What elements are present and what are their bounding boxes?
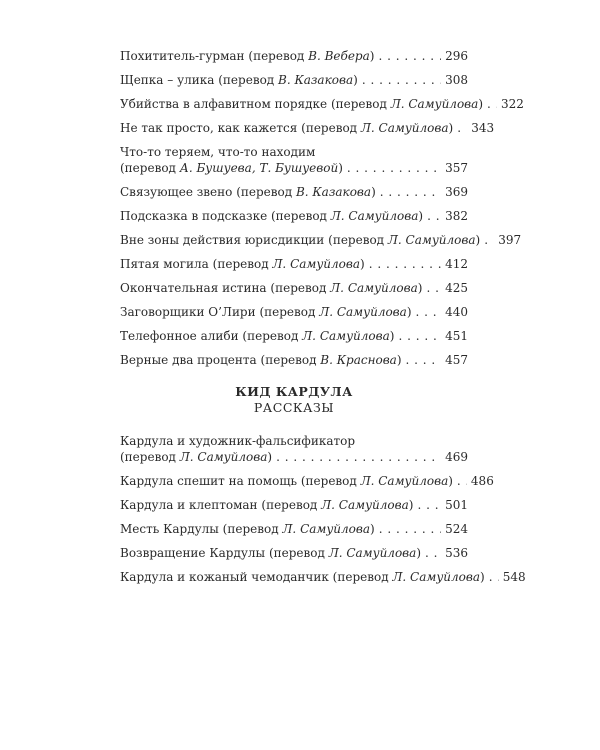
- toc-entry: Убийства в алфавитном порядке (перевод Л. Самуйлова) . . . 322: [120, 96, 468, 112]
- translator: В. Вебера: [308, 49, 370, 63]
- toc-entry: Кардула и клептоман (перевод Л. Самуйлова) . . . 501: [120, 497, 468, 513]
- entry-title: Кардула и художник-фальсификатор: [120, 434, 356, 448]
- entry-title: Связующее звено: [120, 185, 233, 199]
- entry-title: Не так просто, как кажется: [120, 121, 298, 135]
- toc-entry: Что-то теряем, что-то находим (перевод А. Бушуева, Т. Бушуевой) . . . 357: [120, 144, 468, 176]
- toc-entry: Похититель-гурман (перевод В. Вебера) . . . 296: [120, 48, 468, 64]
- leader-dots: [425, 545, 441, 561]
- translator: В. Краснова: [320, 353, 397, 367]
- entry-title: Кардула спешит на помощь: [120, 474, 298, 488]
- entry-title: Вне зоны действия юрисдикции: [120, 233, 325, 247]
- entry-title: Кардула и кожаный чемоданчик: [120, 570, 329, 584]
- table-of-contents: [120, 48, 526, 593]
- page-number: 440: [445, 305, 468, 319]
- leader-dots: [398, 328, 441, 344]
- toc-entry: Телефонное алиби (перевод Л. Самуйлова) . . . 451: [120, 328, 468, 344]
- toc-entry: Не так просто, как кажется (перевод Л. Самуйлова) . . . 343: [120, 120, 468, 136]
- page-number: 296: [445, 49, 468, 63]
- leader-dots: [369, 256, 441, 272]
- translator: Л. Самуйлова: [328, 546, 417, 560]
- page-number: 536: [445, 546, 468, 560]
- toc-entry: Верные два процента (перевод В. Краснова) . . . 457: [120, 352, 468, 368]
- page-number: 501: [445, 498, 468, 512]
- page-number: 548: [502, 570, 526, 584]
- translator: Л. Самуйлова: [392, 570, 481, 584]
- leader-dots: [378, 48, 441, 64]
- translator: Л. Самуйлова: [360, 474, 449, 488]
- leader-dots: [426, 280, 441, 296]
- page-number: 524: [445, 522, 468, 536]
- page-number: 451: [445, 329, 468, 343]
- page-number: 343: [471, 121, 495, 135]
- page-number: 322: [501, 97, 524, 111]
- page-number: 308: [445, 73, 468, 87]
- entry-title: Убийства в алфавитном порядке: [120, 97, 328, 111]
- leader-dots: [417, 497, 441, 513]
- page-number: 412: [445, 257, 468, 271]
- leader-dots: [484, 232, 494, 248]
- page-number: 397: [498, 233, 522, 247]
- leader-dots: [427, 208, 441, 224]
- entry-title: Заговорщики О’Лири: [120, 305, 256, 319]
- entry-title: Похититель-гурман: [120, 49, 245, 63]
- section-subtitle: РАССКАЗЫ: [253, 400, 335, 415]
- translator: Л. Самуйлова: [330, 281, 418, 295]
- translator: Л. Самуйлова: [272, 257, 361, 271]
- toc-entry: Связующее звено (перевод В. Казакова) . . . 369: [120, 184, 468, 200]
- translator: Л. Самуйлова: [390, 97, 479, 111]
- entry-title: Телефонное алиби: [120, 329, 239, 343]
- translator: В. Казакова: [295, 185, 372, 199]
- page-number: 486: [470, 474, 494, 488]
- leader-dots: [362, 72, 441, 88]
- page-number: 425: [445, 281, 468, 295]
- translator: Л. Самуйлова: [302, 329, 390, 343]
- entry-title: Верные два процента: [120, 353, 257, 367]
- entry-title: Кардула и клептоман: [120, 498, 258, 512]
- toc-entry: Заговорщики О’Лири (перевод Л. Самуйлова) . . . 440: [120, 304, 468, 320]
- translator: Л. Самуйлова: [387, 233, 476, 247]
- entry-title: Что-то теряем, что-то находим: [120, 145, 316, 159]
- entry-title: Окончательная истина: [120, 281, 267, 295]
- toc-entry: Подсказка в подсказке (перевод Л. Самуйлова) . . . 382: [120, 208, 468, 224]
- page-number: 457: [445, 353, 468, 367]
- toc-entry: Возвращение Кардулы (перевод Л. Самуйлова) . . . 536: [120, 545, 468, 561]
- leader-dots: [457, 120, 467, 136]
- leader-dots: [276, 449, 441, 465]
- entry-title: Подсказка в подсказке: [120, 209, 268, 223]
- translator: Л. Самуйлова: [179, 450, 268, 464]
- page-number: 382: [445, 209, 468, 223]
- leader-dots: [416, 304, 442, 320]
- section-toc-list: [120, 433, 526, 585]
- translator: Л. Самуйлова: [321, 498, 409, 512]
- leader-dots: [406, 352, 442, 368]
- entry-title: Щепка – улика: [120, 73, 215, 87]
- leader-dots: [487, 96, 497, 112]
- toc-list: [120, 48, 524, 368]
- translator: Л. Самуйлова: [282, 522, 371, 536]
- translator: Л. Самуйлова: [330, 209, 419, 223]
- toc-entry: Щепка – улика (перевод В. Казакова) . . . 308: [120, 72, 468, 88]
- page-number: 357: [445, 161, 468, 175]
- toc-entry: Месть Кардулы (перевод Л. Самуйлова) . . . 524: [120, 521, 468, 537]
- leader-dots: [489, 569, 499, 585]
- leader-dots: [457, 473, 467, 489]
- toc-entry: Пятая могила (перевод Л. Самуйлова) . . . 412: [120, 256, 468, 272]
- toc-entry: Кардула и художник-фальсификатор (перевод Л. Самуйлова) . . . 469: [120, 433, 468, 465]
- toc-entry: Вне зоны действия юрисдикции (перевод Л. Самуйлова) . . . 397: [120, 232, 468, 248]
- entry-title: Месть Кардулы: [120, 522, 219, 536]
- entry-title: Пятая могила: [120, 257, 209, 271]
- translator: А. Бушуева, Т. Бушуевой: [179, 161, 339, 175]
- toc-entry: Кардула и кожаный чемоданчик (перевод Л. Самуйлова) . . . 548: [120, 569, 468, 585]
- translator: Л. Самуйлова: [360, 121, 449, 135]
- toc-entry: Окончательная истина (перевод Л. Самуйлова) . . . 425: [120, 280, 468, 296]
- page-number: 369: [445, 185, 468, 199]
- toc-entry: Кардула спешит на помощь (перевод Л. Самуйлова) . . . 486: [120, 473, 468, 489]
- page-number: 469: [445, 450, 468, 464]
- leader-dots: [380, 184, 441, 200]
- entry-title: Возвращение Кардулы: [120, 546, 266, 560]
- translator: Л. Самуйлова: [319, 305, 407, 319]
- section-title: КИД КАРДУЛА: [235, 384, 353, 399]
- leader-dots: [379, 521, 441, 537]
- translator: В. Казакова: [278, 73, 354, 87]
- leader-dots: [347, 160, 441, 176]
